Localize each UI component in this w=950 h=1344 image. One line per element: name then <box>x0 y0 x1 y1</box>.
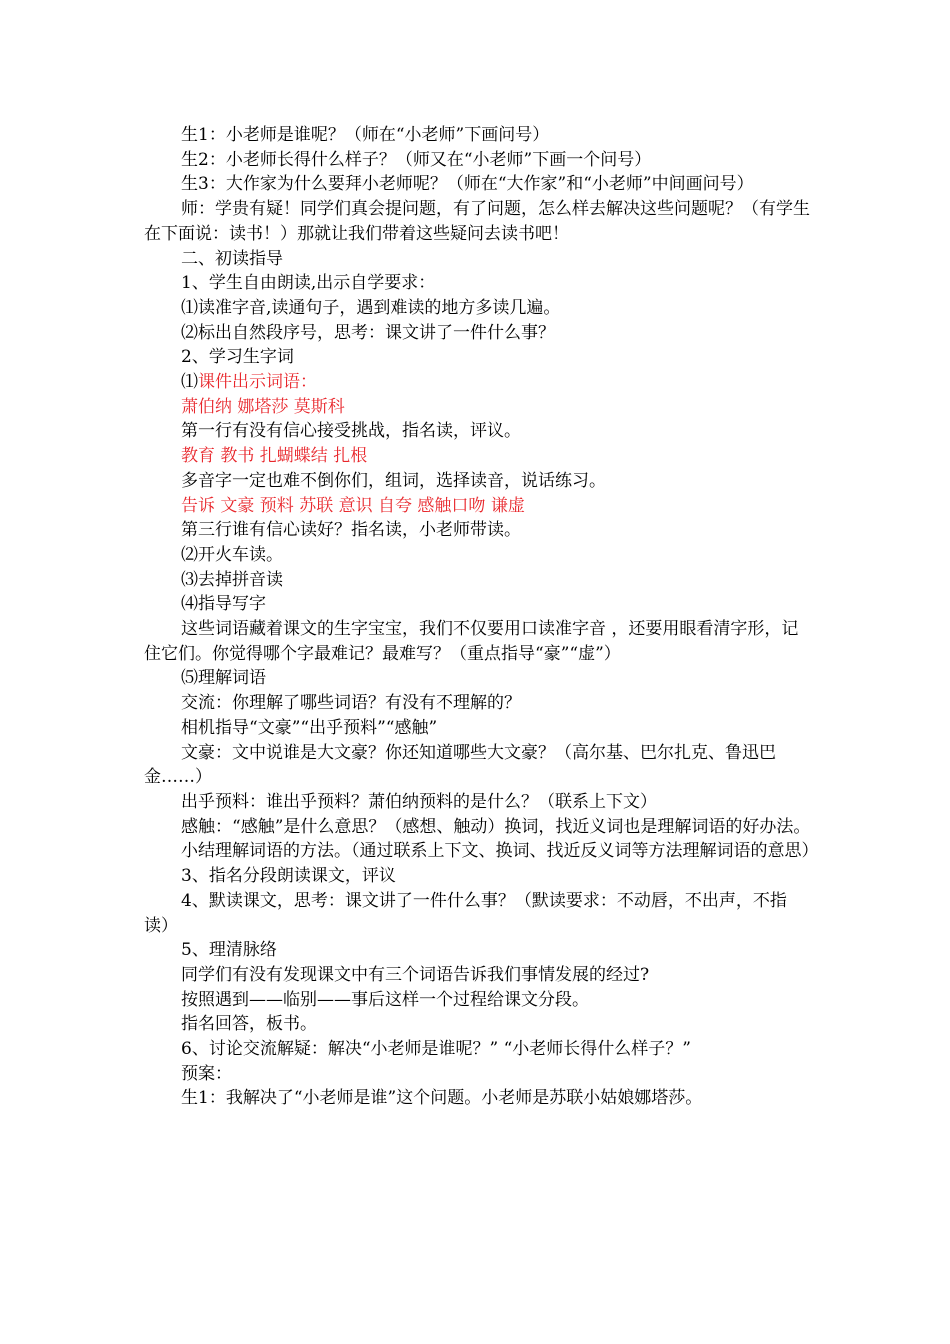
paragraph <box>144 469 812 494</box>
paragraph <box>144 568 812 593</box>
paragraph-text: 5、理清脉络 <box>181 940 277 961</box>
paragraph <box>144 716 812 741</box>
paragraph <box>144 1037 812 1062</box>
paragraph-text: 生1：小老师是谁呢？（师在“小老师”下画问号） <box>181 125 550 145</box>
paragraph <box>144 666 812 691</box>
paragraph-text: ⑴ <box>181 372 198 393</box>
paragraph <box>144 321 812 346</box>
highlighted-vocabulary: 教育 教书 扎蝴蝶结 扎根 <box>181 446 368 467</box>
paragraph-text: ⑴读准字音,读通句子，遇到难读的地方多读几遍。 <box>181 297 561 318</box>
paragraph-text: 3、指名分段朗读课文，评议 <box>181 866 396 887</box>
paragraph <box>144 839 819 864</box>
paragraph-text: 感触：“感触”是什么意思？（感想、触动）换词，找近义词也是理解词语的好办法。 <box>181 816 811 837</box>
paragraph-text: ⑶去掉拼音读 <box>181 569 283 590</box>
paragraph-text: 同学们有没有发现课文中有三个词语告诉我们事情发展的经过? <box>181 964 650 985</box>
paragraph <box>144 419 812 444</box>
paragraph-text: 预案： <box>181 1063 232 1084</box>
paragraph-text: 指名回答，板书。 <box>181 1014 317 1035</box>
paragraph-text: 4、默读课文，思考：课文讲了一件什么事？（默读要求：不动唇，不出声，不指读） <box>144 890 787 936</box>
paragraph <box>144 247 812 272</box>
highlighted-vocabulary: 课件出示词语： <box>198 372 317 393</box>
paragraph <box>144 741 812 790</box>
paragraph <box>144 123 812 148</box>
paragraph <box>144 938 812 963</box>
paragraph <box>144 148 812 173</box>
paragraph <box>144 988 812 1013</box>
paragraph <box>144 963 812 988</box>
paragraph-text: 交流：你理解了哪些词语？有没有不理解的？ <box>181 693 521 714</box>
paragraph-text: 小结理解词语的方法。（通过联系上下文、换词、找近反义词等方法理解词语的意思） <box>181 841 819 862</box>
paragraph-text: 师：学贵有疑！同学们真会提问题，有了问题，怎么样去解决这些问题呢？（有学生在下面说：读书！）那就让我们带着这些疑问去读书吧！ <box>144 199 810 244</box>
paragraph-text: 2、学习生字词 <box>181 347 294 368</box>
paragraph <box>144 518 812 543</box>
highlighted-vocabulary: 萧伯纳 娜塔莎 莫斯科 <box>181 396 345 417</box>
paragraph <box>144 1086 812 1111</box>
paragraph-text: 按照遇到——临别——事后这样一个过程给课文分段。 <box>181 989 589 1010</box>
paragraph-text: ⑸理解词语 <box>181 668 266 689</box>
paragraph-text: 第三行谁有信心读好？指名读，小老师带读。 <box>181 520 521 541</box>
paragraph <box>144 592 812 617</box>
paragraph-text: 6、讨论交流解疑：解决“小老师是谁呢？” “小老师长得什么样子？” <box>181 1039 691 1060</box>
paragraph-text: 1、学生自由朗读,出示自学要求： <box>181 273 436 294</box>
paragraph-text: ⑷指导写字 <box>181 594 266 615</box>
paragraph <box>144 815 812 840</box>
paragraph-text: 这些词语藏着课文的生字宝宝，我们不仅要用口读准字音 ，还要用眼看清字形，记住它们。你觉得哪个字最难记？最难写？（重点指导“豪”“虚”） <box>144 619 799 664</box>
paragraph-text: ⑵标出自然段序号，思考：课文讲了一件什么事？ <box>181 322 555 343</box>
paragraph-text: ⑵开火车读。 <box>181 544 283 565</box>
highlighted-vocabulary: 告诉 文豪 预料 苏联 意识 自夸 感触口吻 谦虚 <box>181 495 525 516</box>
paragraph-text: 相机指导“文豪”“出乎预料”“感触” <box>181 717 438 738</box>
paragraph <box>144 617 812 666</box>
paragraph <box>144 172 812 197</box>
paragraph <box>144 395 812 420</box>
paragraph-text: 生1：我解决了“小老师是谁”这个问题。小老师是苏联小姑娘娜塔莎。 <box>181 1088 703 1109</box>
paragraph-text: 第一行有没有信心接受挑战，指名读，评议。 <box>181 421 521 442</box>
paragraph <box>144 691 812 716</box>
paragraph <box>144 1062 812 1087</box>
paragraph <box>144 345 812 370</box>
paragraph <box>144 1012 812 1037</box>
paragraph <box>144 370 812 395</box>
paragraph <box>144 864 812 889</box>
paragraph <box>144 296 812 321</box>
paragraph <box>144 790 812 815</box>
paragraph <box>144 543 812 568</box>
paragraph-text: 二、初读指导 <box>181 248 283 269</box>
paragraph <box>144 444 812 469</box>
paragraph <box>144 271 812 296</box>
paragraph-text: 多音字一定也难不倒你们，组词，选择读音，说话练习。 <box>181 470 606 491</box>
paragraph <box>144 494 812 519</box>
document-page <box>144 123 819 1111</box>
paragraph-text: 出乎预料：谁出乎预料？萧伯纳预料的是什么？（联系上下文） <box>181 791 657 812</box>
paragraph-text: 文豪：文中说谁是大文豪？你还知道哪些大文豪？（高尔基、巴尔扎克、鲁迅巴金……） <box>144 742 776 788</box>
paragraph-text: 生3：大作家为什么要拜小老师呢？（师在“大作家”和“小老师”中间画问号） <box>181 174 754 195</box>
paragraph <box>144 889 812 938</box>
paragraph-text: 生2：小老师长得什么样子？（师又在“小老师”下画一个问号） <box>181 149 652 170</box>
paragraph <box>144 197 812 246</box>
